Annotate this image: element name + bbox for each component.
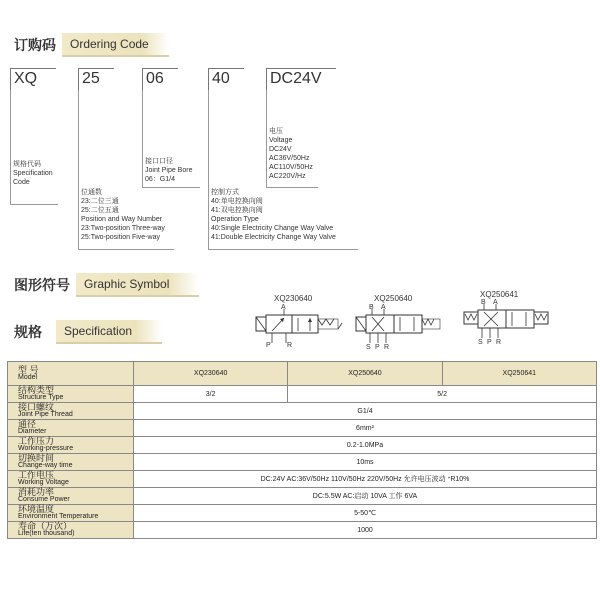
- table-row: 环境温度 Environment Temperature 5-50℃: [8, 505, 597, 522]
- svg-text:A: A: [493, 299, 498, 306]
- ordering-code-title-cn: 订购码: [14, 37, 56, 53]
- model-cell-2: XQ250640: [288, 362, 442, 386]
- table-cell: 5/2: [288, 386, 597, 403]
- table-row: 工作压力 Working-pressure 0.2-1.0MPa: [8, 437, 597, 454]
- svg-text:A: A: [381, 304, 386, 311]
- table-cell: 6mm²: [134, 420, 597, 437]
- model-header-cell: 型 号 Model: [8, 362, 134, 386]
- specification-title-cn: 规格: [14, 324, 42, 340]
- svg-text:B: B: [369, 304, 374, 311]
- svg-text:P: P: [375, 344, 380, 351]
- graphic-symbol-title-cn: 图形符号: [14, 277, 70, 293]
- table-row: 通径 Diameter 6mm²: [8, 420, 597, 437]
- ordering-code-title-en: Ordering Code: [62, 33, 169, 57]
- symbol-label-3: XQ250641: [480, 290, 519, 299]
- table-row: 寿命（万次） Life(ten thousand) 1000: [8, 522, 597, 539]
- graphic-symbol-title-en: Graphic Symbol: [76, 273, 199, 297]
- valve-symbol-5-2-single-icon: [354, 303, 444, 351]
- table-row: 结构类型 Structure Type 3/2 5/2: [8, 386, 597, 403]
- symbol-label-2: XQ250640: [374, 294, 413, 303]
- model-cell-1: XQ230640: [134, 362, 288, 386]
- svg-text:P: P: [266, 342, 271, 349]
- svg-text:A: A: [281, 304, 286, 311]
- specification-header: [8, 320, 162, 344]
- svg-text:P: P: [487, 339, 492, 346]
- table-cell: G1/4: [134, 403, 597, 420]
- symbol-label-1: XQ230640: [274, 294, 313, 303]
- code-box-series: XQ: [10, 68, 56, 90]
- graphic-symbol-header: [8, 273, 199, 297]
- control-text: 控制方式 40:单电控换向阀 41:双电控换向阀 Operation Type 40:Single Electricity Change Way Valve 41:Double Electricity Change Way Valve: [211, 189, 336, 241]
- table-row: 工作电压 Working Voltage DC:24V AC:36V/50Hz 110V/50Hz 220V/50Hz 允许电压波动 ᐩR10%: [8, 471, 597, 488]
- table-row: 消耗功率 Consume Power DC:5.5W AC:启动 10VA 工作 6VA: [8, 488, 597, 505]
- table-cell: 10ms: [134, 454, 597, 471]
- svg-text:R: R: [384, 344, 390, 351]
- table-cell: 0.2-1.0MPa: [134, 437, 597, 454]
- spec-code-text: 规格代码 Specification Code: [13, 161, 53, 186]
- svg-text:R: R: [287, 342, 293, 349]
- table-cell: 3/2: [134, 386, 288, 403]
- position-text: 位通数 23:二位三通 25:二位五通 Position and Way Number 23:Two-position Three-way 25:Two-position Five-way: [81, 189, 165, 241]
- pipe-text: 接口口径 Joint Pipe Bore 06：G1/4: [145, 158, 193, 183]
- code-box-voltage: DC24V: [266, 68, 336, 90]
- svg-text:S: S: [366, 344, 371, 351]
- voltage-text: 电压 Voltage DC24V AC36V/50Hz AC110V/50Hz AC220V/Hz: [269, 128, 313, 180]
- table-row: 切换时间 Change-way time 10ms: [8, 454, 597, 471]
- svg-text:S: S: [478, 339, 483, 346]
- valve-symbol-3-2-icon: [254, 303, 344, 349]
- code-box-control: 40: [208, 68, 244, 90]
- table-cell: 1000: [134, 522, 597, 539]
- ordering-code-header: [8, 33, 169, 57]
- code-box-position: 25: [78, 68, 114, 90]
- valve-symbol-5-2-double-icon: [462, 298, 552, 346]
- svg-text:B: B: [481, 299, 486, 306]
- svg-text:R: R: [496, 339, 502, 346]
- table-cell: 5-50℃: [134, 505, 597, 522]
- table-header-row: [8, 362, 597, 386]
- table-row: 接口螺纹 Joint Pipe Thread G1/4: [8, 403, 597, 420]
- specification-title-en: Specification: [56, 320, 162, 344]
- specification-table: [7, 361, 597, 539]
- code-box-pipe: 06: [142, 68, 178, 90]
- model-cell-3: XQ250641: [442, 362, 596, 386]
- table-cell: DC:24V AC:36V/50Hz 110V/50Hz 220V/50Hz 允许电压波动 ᐩR10%: [134, 471, 597, 488]
- table-cell: DC:5.5W AC:启动 10VA 工作 6VA: [134, 488, 597, 505]
